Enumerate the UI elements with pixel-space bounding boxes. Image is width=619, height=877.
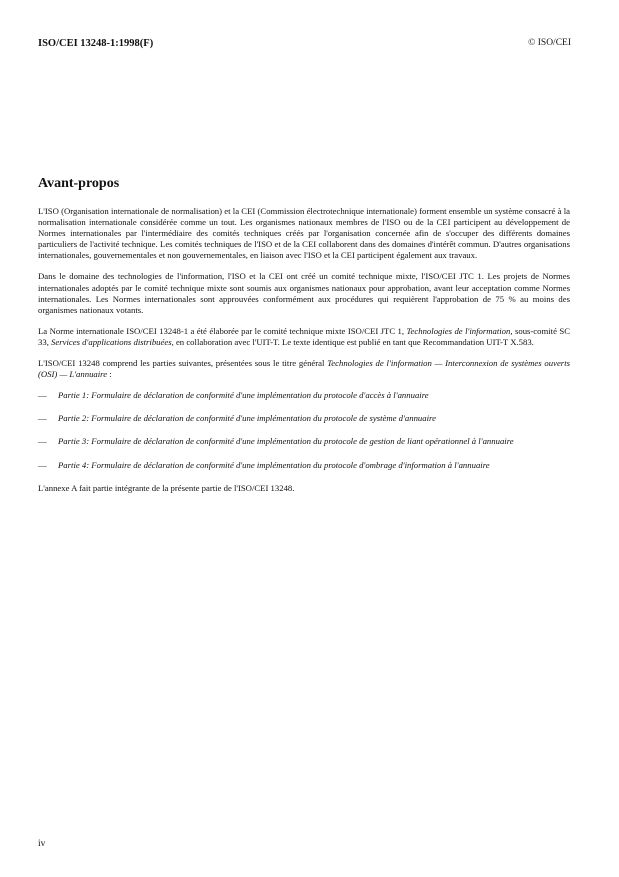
dash-bullet: — bbox=[38, 459, 47, 470]
list-item-part-4 bbox=[38, 460, 570, 471]
paragraph-jtc1: Dans le domaine des technologies de l'information, l'ISO et la CEI ont créé un comité technique mixte, l'ISO/CEI JTC 1. Les projets de Normes internationales adoptés par le comité technique mixte sont soumis aux organismes nationaux pour approbation, avant leur acceptation comme Normes internationales. Les Normes internationales sont approuvées conformément aux procédures qui requièrent l'approbation de 75 % au moins des organismes nationaux votants. bbox=[38, 271, 570, 315]
section-title: Avant-propos bbox=[38, 176, 120, 191]
dash-bullet: — bbox=[38, 436, 47, 447]
part-title: Partie 1: Formulaire de déclaration de conformité d'une implémentation du protocole d'accès à l'annuaire bbox=[58, 390, 429, 401]
list-item-part-2 bbox=[38, 413, 570, 424]
dash-bullet: — bbox=[38, 390, 47, 401]
document-identifier: ISO/CEI 13248-1:1998(F) bbox=[38, 38, 154, 49]
paragraph-organisations: L'ISO (Organisation internationale de normalisation) et la CEI (Commission électrotechnique internationale) forment ensemble un système consacré à la normalisation internationale considérée comme un tout. Les organismes nationaux membres de l'ISO ou de la CEI participent au développement de Normes internationales par l'intermédiaire des comités techniques créés par l'organisation concernée afin de s'occuper des différents domaines particuliers de l'activité technique. Les comités techniques de l'ISO et de la CEI collaborent dans des domaines d'intérêt commun. D'autres organisations internationales, gouvernementales et non gouvernementales, en liaison avec l'ISO et la CEI participent également aux travaux. bbox=[38, 206, 570, 261]
page-number: iv bbox=[38, 839, 46, 849]
copyright-notice: © ISO/CEI bbox=[528, 38, 571, 48]
paragraph-elaboration bbox=[38, 326, 570, 348]
parts-intro-text: L'ISO/CEI 13248 comprend les parties suivantes, présentées sous le titre général bbox=[38, 358, 328, 369]
dash-bullet: — bbox=[38, 413, 47, 424]
part-title: Partie 4: Formulaire de déclaration de conformité d'une implémentation du protocole d'ombrage d'information à l'annuaire bbox=[58, 459, 490, 470]
part-title: Partie 2: Formulaire de déclaration de conformité d'une implémentation du protocole de système d'annuaire bbox=[58, 413, 436, 424]
elaboration-text-1: La Norme internationale ISO/CEI 13248-1 a été élaborée par le comité technique mixte ISO/CEI JTC 1, bbox=[38, 325, 407, 336]
paragraph-parts-intro bbox=[38, 358, 570, 380]
elaboration-subcommittee-title: Services d'applications distribuées bbox=[51, 336, 172, 347]
part-title: Partie 3: Formulaire de déclaration de conformité d'une implémentation du protocole de gestion de liant opérationnel à l'annuaire bbox=[58, 436, 514, 447]
elaboration-text-3: , en collaboration avec l'UIT-T. Le texte identique est publié en tant que Recommandation UIT-T X.583. bbox=[171, 336, 534, 347]
foreword-section bbox=[38, 176, 570, 504]
elaboration-text-2: , sous-comité SC 33, bbox=[38, 325, 570, 347]
elaboration-committee-title: Technologies de l'information bbox=[406, 325, 511, 336]
list-item-part-1 bbox=[38, 390, 570, 401]
list-item-part-3 bbox=[38, 436, 570, 447]
paragraph-annex: L'annexe A fait partie intégrante de la présente partie de l'ISO/CEI 13248. bbox=[38, 482, 295, 493]
parts-intro-colon: : bbox=[107, 369, 112, 380]
parts-general-title: Technologies de l'information — Interconnexion de systèmes ouverts (OSI) — L'annuaire bbox=[38, 358, 570, 380]
